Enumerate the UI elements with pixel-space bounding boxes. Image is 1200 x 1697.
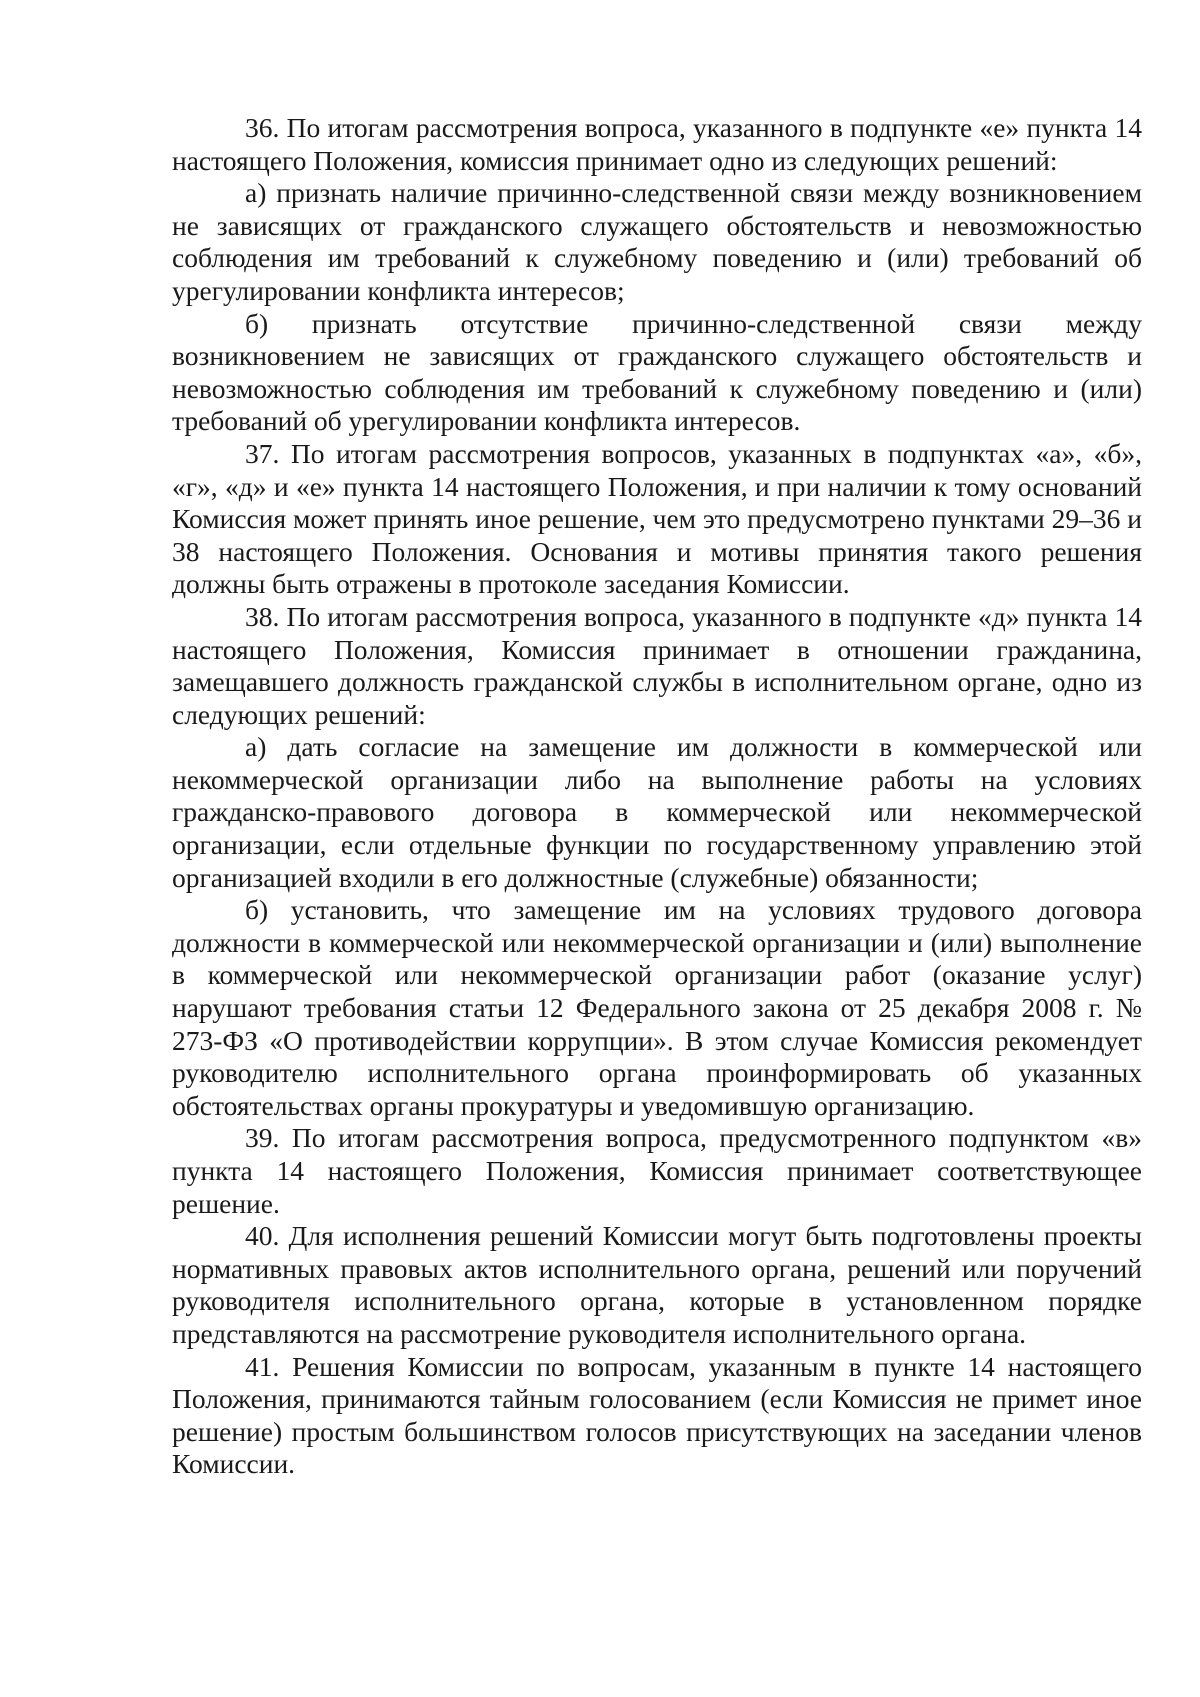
paragraph-38: 38. По итогам рассмотрения вопроса, указанного в подпункте «д» пункта 14 настоящего Положения, Комиссия принимает в отношении гражданина, замещавшего должность гражданской службы в исполнительном органе, одно из следующих решений: [172,600,1142,730]
paragraph-36-a: а) признать наличие причинно-следственной связи между возникновением не зависящих от гражданского служащего обстоятельств и невозможностью соблюдения им требований к служебному поведению и (или) требований об урегулировании конфликта интересов; [172,177,1142,306]
paragraph-38-a: а) дать согласие на замещение им должности в коммерческой или некоммерческой организации либо на выполнение работы на условиях гражданско-правового договора в коммерческой или некоммерческой организации, если отдельные функции по государственному управлению этой организацией входили в его должностные (служебные) обязанности; [172,731,1142,893]
paragraph-41: 41. Решения Комиссии по вопросам, указанным в пункте 14 настоящего Положения, принимаются тайным голосованием (если Комиссия не примет иное решение) простым большинством голосов присутствующих на заседании членов Комиссии. [172,1350,1142,1480]
paragraph-39: 39. По итогам рассмотрения вопроса, предусмотренного подпунктом «в» пункта 14 настоящего Положения, Комиссия принимает соответствующее решение. [172,1122,1142,1219]
document-body [172,112,1142,1481]
paragraph-38-b: б) установить, что замещение им на условиях трудового договора должности в коммерческой или некоммерческой организации и (или) выполнение в коммерческой или некоммерческой организации работ (оказание услуг) нарушают требования статьи 12 Федерального закона от 25 декабря 2008 г. № 273-ФЗ «О противодействии коррупции». В этом случае Комиссия рекомендует руководителю исполнительного органа проинформировать об указанных обстоятельствах органы прокуратуры и уведомившую организацию. [172,894,1142,1121]
paragraph-36-b: б) признать отсутствие причинно-следственной связи между возникновением не зависящих от гражданского служащего обстоятельств и невозможностью соблюдения им требований к служебному поведению и (или) требований об урегулировании конфликта интересов. [172,307,1142,437]
paragraph-36: 36. По итогам рассмотрения вопроса, указанного в подпункте «е» пункта 14 настоящего Положения, комиссия принимает одно из следующих решений: [172,112,1142,176]
paragraph-40: 40. Для исполнения решений Комиссии могут быть подготовлены проекты нормативных правовых актов исполнительного органа, решений или поручений руководителя исполнительного органа, которые в установленном порядке представляются на рассмотрение руководителя исполнительного органа. [172,1220,1142,1349]
paragraph-37: 37. По итогам рассмотрения вопросов, указанных в подпунктах «а», «б», «г», «д» и «е» пункта 14 настоящего Положения, и при наличии к тому оснований Комиссия может принять иное решение, чем это предусмотрено пунктами 29–36 и 38 настоящего Положения. Основания и мотивы принятия такого решения должны быть отражены в протоколе заседания Комиссии. [172,437,1142,600]
